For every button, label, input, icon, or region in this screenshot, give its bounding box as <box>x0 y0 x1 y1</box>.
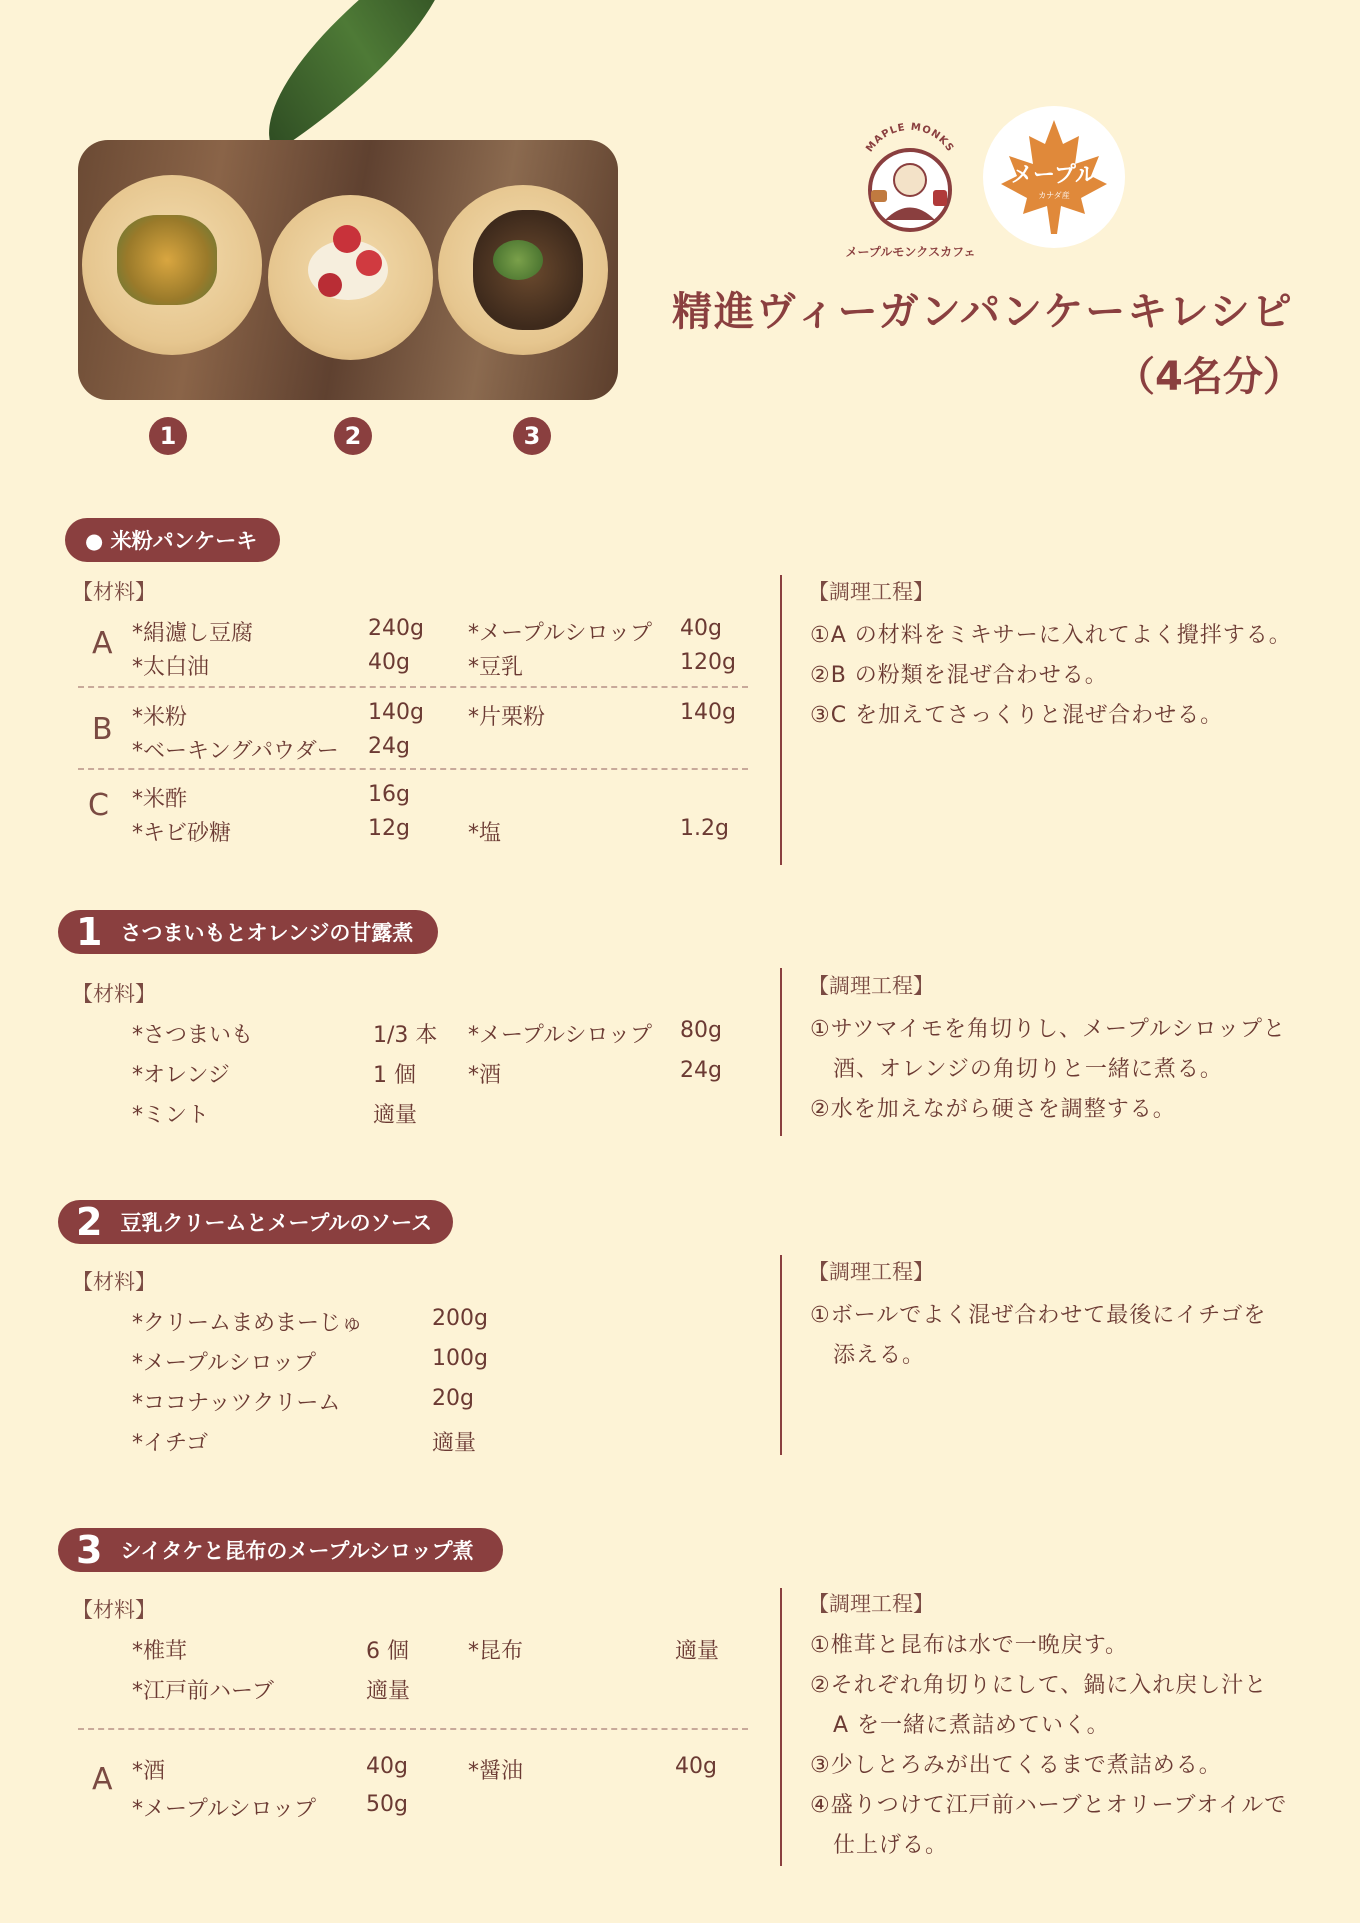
ingredient-name: *醤油 <box>468 1759 524 1784</box>
divider <box>78 686 748 688</box>
ingredient-qty: 1.2g <box>680 816 729 841</box>
ingredient-qty: 40g <box>680 616 722 641</box>
ingredient-name: *絹濾し豆腐 <box>132 621 254 646</box>
steps-label: 【調理工程】 <box>808 1592 934 1616</box>
section-number: 3 <box>76 1528 103 1572</box>
ingredient-qty: 24g <box>680 1058 722 1083</box>
ingredients-label: 【材料】 <box>72 580 156 604</box>
ingredient-qty: 20g <box>432 1386 474 1411</box>
ingredient-name: *江戸前ハーブ <box>132 1679 274 1704</box>
group-label-c: C <box>88 788 109 823</box>
ingredient-qty: 1 個 <box>373 1063 416 1088</box>
ingredient-name: *メープルシロップ <box>132 1797 317 1822</box>
ingredient-qty: 適量 <box>373 1103 418 1128</box>
ingredients-label: 【材料】 <box>72 1598 156 1622</box>
section-heading-3 <box>58 1528 503 1572</box>
ingredient-name: *片栗粉 <box>468 705 546 730</box>
step-text: ②B の粉類を混ぜ合わせる。 <box>810 663 1108 688</box>
maple-logo <box>983 106 1125 248</box>
ingredient-qty: 140g <box>368 700 424 725</box>
ingredient-qty: 100g <box>432 1346 488 1371</box>
photo-badge-1: 1 <box>149 417 187 455</box>
ingredient-qty: 40g <box>366 1754 408 1779</box>
steps-label: 【調理工程】 <box>808 580 934 604</box>
step-text: ③C を加えてさっくりと混ぜ合わせる。 <box>810 703 1224 728</box>
ingredient-name: *ミント <box>132 1103 210 1128</box>
maple-logo-sub: カナダ産 <box>1038 191 1070 200</box>
step-text: ②水を加えながら硬さを調整する。 <box>810 1097 1176 1122</box>
steps-label: 【調理工程】 <box>808 974 934 998</box>
ingredient-qty: 200g <box>432 1306 488 1331</box>
section-number: 1 <box>76 910 103 954</box>
ingredient-name: *酒 <box>468 1063 502 1088</box>
pancake-2 <box>268 195 433 360</box>
ingredient-name: *昆布 <box>468 1639 524 1664</box>
divider <box>78 768 748 770</box>
ingredient-qty: 6 個 <box>366 1639 409 1664</box>
photo-badge-3: 3 <box>513 417 551 455</box>
ingredient-name: *イチゴ <box>132 1431 209 1456</box>
ingredient-name: *メープルシロップ <box>468 1023 653 1048</box>
group-label-a: A <box>92 1762 113 1797</box>
step-text: 酒、オレンジの角切りと一緒に煮る。 <box>810 1057 1223 1082</box>
ingredient-name: *メープルシロップ <box>468 621 653 646</box>
ingredient-qty: 50g <box>366 1792 408 1817</box>
steps-label: 【調理工程】 <box>808 1260 934 1284</box>
ingredient-name: *椎茸 <box>132 1639 188 1664</box>
page-title: 精進ヴィーガンパンケーキレシピ <box>672 289 1294 335</box>
ingredient-name: *豆乳 <box>468 655 524 680</box>
svg-text:MAPLE MONKS: MAPLE MONKS <box>864 121 956 155</box>
step-text: ②それぞれ角切りにして、鍋に入れ戻し汁と <box>810 1673 1268 1698</box>
step-text: ①A の材料をミキサーに入れてよく攪拌する。 <box>810 623 1292 648</box>
ingredient-name: *ココナッツクリーム <box>132 1391 341 1416</box>
ingredient-name: *オレンジ <box>132 1063 230 1088</box>
ingredient-qty: 140g <box>680 700 736 725</box>
section-number: 2 <box>76 1200 103 1244</box>
divider <box>78 1728 748 1730</box>
section-heading-text: 豆乳クリームとメープルのソース <box>120 1211 433 1235</box>
maple-monks-logo <box>835 105 985 255</box>
ingredient-name: *ベーキングパウダー <box>132 739 339 764</box>
ingredient-name: *塩 <box>468 821 502 846</box>
ingredient-name: *メープルシロップ <box>132 1351 317 1376</box>
ingredient-name: *米粉 <box>132 705 188 730</box>
group-label-b: B <box>92 712 113 747</box>
step-text: ④盛りつけて江戸前ハーブとオリーブオイルで <box>810 1793 1288 1818</box>
ingredient-qty: 24g <box>368 734 410 759</box>
column-divider <box>780 575 782 865</box>
column-divider <box>780 1588 782 1866</box>
ingredient-name: *キビ砂糖 <box>132 821 232 846</box>
column-divider <box>780 968 782 1136</box>
ingredient-qty: 適量 <box>366 1679 411 1704</box>
ingredient-name: *クリームまめまーじゅ <box>132 1311 364 1336</box>
page-subtitle: （4名分） <box>1115 354 1303 400</box>
section-heading-1 <box>58 910 438 954</box>
photo-badge-2: 2 <box>334 417 372 455</box>
ingredient-qty: 16g <box>368 782 410 807</box>
column-divider <box>780 1255 782 1455</box>
ingredient-name: *米酢 <box>132 787 188 812</box>
ingredients-label: 【材料】 <box>72 1270 156 1294</box>
ingredient-name: *酒 <box>132 1759 166 1784</box>
ingredient-qty: 120g <box>680 650 736 675</box>
ingredient-qty: 適量 <box>432 1431 477 1456</box>
step-text: 添える。 <box>810 1343 926 1368</box>
section-heading-pancake <box>65 518 280 562</box>
ingredient-qty: 40g <box>368 650 410 675</box>
ingredient-qty: 12g <box>368 816 410 841</box>
ingredient-name: *太白油 <box>132 655 210 680</box>
ingredient-name: *さつまいも <box>132 1023 254 1048</box>
section-heading-text: さつまいもとオレンジの甘露煮 <box>120 921 414 945</box>
step-text: ①サツマイモを角切りし、メープルシロップと <box>810 1017 1286 1042</box>
step-text: 仕上げる。 <box>810 1833 949 1858</box>
step-text: A を一緒に煮詰めていく。 <box>810 1713 1110 1738</box>
ingredient-qty: 80g <box>680 1018 722 1043</box>
group-label-a: A <box>92 626 113 661</box>
pancake-1 <box>82 175 262 355</box>
ingredient-qty: 40g <box>675 1754 717 1779</box>
section-heading-text: ● 米粉パンケーキ <box>85 529 258 553</box>
maple-logo-text: メープル <box>1010 163 1098 188</box>
maple-monks-name: メープルモンクスカフェ <box>845 245 976 259</box>
section-heading-2 <box>58 1200 453 1244</box>
section-heading-text: シイタケと昆布のメープルシロップ煮 <box>120 1539 474 1563</box>
ingredient-qty: 240g <box>368 616 424 641</box>
ingredient-qty: 適量 <box>675 1639 720 1664</box>
step-text: ③少しとろみが出てくるまで煮詰める。 <box>810 1753 1222 1778</box>
ingredient-qty: 1/3 本 <box>373 1023 438 1048</box>
pancake-3 <box>438 185 608 355</box>
ingredients-label: 【材料】 <box>72 982 156 1006</box>
step-text: ①椎茸と昆布は水で一晩戻す。 <box>810 1633 1128 1658</box>
step-text: ①ボールでよく混ぜ合わせて最後にイチゴを <box>810 1303 1267 1328</box>
